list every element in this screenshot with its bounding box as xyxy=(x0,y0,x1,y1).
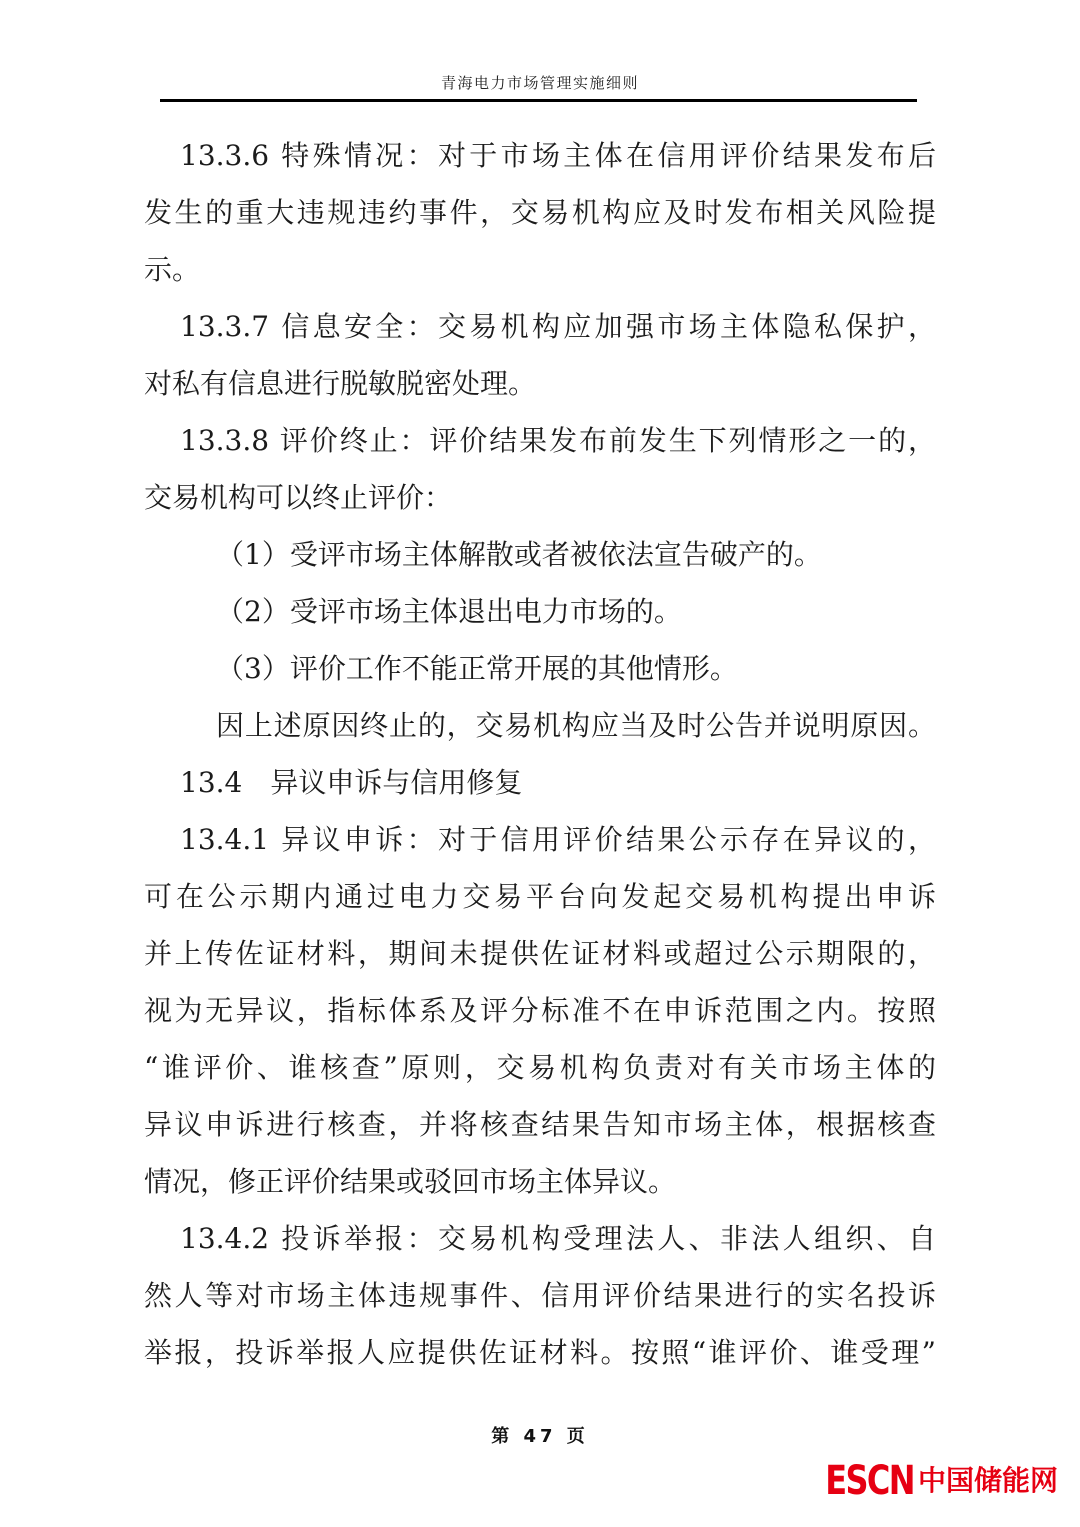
doc-line: 异议申诉进行核查，并将核查结果告知市场主体，根据核查 xyxy=(144,1108,936,1141)
document-body xyxy=(144,127,936,1381)
doc-line: “谁评价、谁核查”原则，交易机构负责对有关市场主体的 xyxy=(144,1051,936,1084)
heading-13-3-6-line: 13.3.6 特殊情况：对于市场主体在信用评价结果发布后 xyxy=(180,139,936,172)
page-number: 第 47 页 xyxy=(491,1426,589,1447)
doc-line: 并上传佐证材料，期间未提供佐证材料或超过公示期限的， xyxy=(144,937,936,970)
escn-logo-chinese-text: 中国储能网 xyxy=(917,1464,1058,1497)
doc-line: 视为无异议，指标体系及评分标准不在申诉范围之内。按照 xyxy=(144,994,936,1027)
doc-line: 然人等对市场主体违规事件、信用评价结果进行的实名投诉 xyxy=(144,1279,936,1312)
escn-logo xyxy=(803,1458,1058,1504)
doc-line: 发生的重大违规违约事件，交易机构应及时发布相关风险提 xyxy=(144,196,936,229)
document-header-title: 青海电力市场管理实施细则 xyxy=(440,74,639,92)
heading-13-4-line: 13.4 异议申诉与信用修复 xyxy=(180,766,523,799)
doc-line: 对私有信息进行脱敏脱密处理。 xyxy=(144,367,537,400)
doc-line: 因上述原因终止的，交易机构应当及时公告并说明原因。 xyxy=(216,709,936,742)
heading-13-4-2-line: 13.4.2 投诉举报：交易机构受理法人、非法人组织、自 xyxy=(180,1222,936,1255)
list-item-3: （3）评价工作不能正常开展的其他情形。 xyxy=(216,652,738,685)
doc-line: 交易机构可以终止评价： xyxy=(144,481,453,514)
list-item-2: （2）受评市场主体退出电力市场的。 xyxy=(216,595,682,628)
heading-13-3-8-line: 13.3.8 评价终止：评价结果发布前发生下列情形之一的， xyxy=(180,424,936,457)
doc-line: 举报，投诉举报人应提供佐证材料。按照“谁评价、谁受理” xyxy=(144,1336,936,1369)
doc-line: 情况，修正评价结果或驳回市场主体异议。 xyxy=(144,1165,677,1198)
list-item-1: （1）受评市场主体解散或者被依法宣告破产的。 xyxy=(216,538,822,571)
escn-logo-latin-text: ESCN xyxy=(825,1458,914,1504)
heading-13-4-1-line: 13.4.1 异议申诉：对于信用评价结果公示存在异议的， xyxy=(180,823,936,856)
header-divider xyxy=(160,99,917,102)
heading-13-3-7-line: 13.3.7 信息安全：交易机构应加强市场主体隐私保护， xyxy=(180,310,936,343)
doc-line: 示。 xyxy=(144,253,201,286)
doc-line: 可在公示期内通过电力交易平台向发起交易机构提出申诉 xyxy=(144,880,936,913)
